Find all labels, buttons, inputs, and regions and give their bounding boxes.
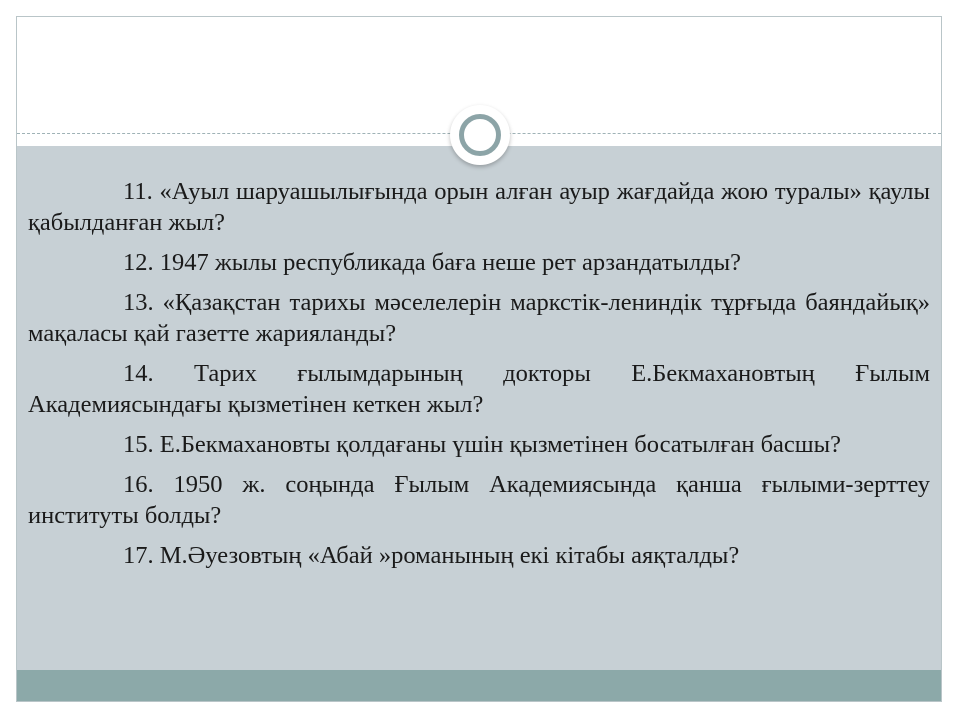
- question-item: 17. М.Әуезовтың «Абай »романының екі кітабы аяқталды?: [123, 542, 740, 569]
- question-item: 15. Е.Бекмахановты қолдағаны үшін қызметінен босатылған басшы?: [123, 431, 842, 458]
- question-list: [28, 176, 930, 580]
- question-item: 16. 1950 ж. соңында Ғылым Академиясында қанша ғылыми-зерттеу институты болды?: [28, 471, 930, 529]
- circle-ring-icon: [450, 105, 510, 165]
- question-item: 11. «Ауыл шаруашылығында орын алған ауыр жағдайда жою туралы» қаулы қабылданған жыл?: [28, 178, 930, 236]
- question-item: 12. 1947 жылы республикада баға неше рет арзандатылды?: [123, 249, 741, 276]
- ring-inner: [459, 114, 501, 156]
- question-item: 13. «Қазақстан тарихы мәселелерін маркстік-лениндік тұрғыда баяндайық» мақаласы қай газетте жарияланды?: [28, 289, 930, 347]
- question-item: 14. Тарих ғылымдарының докторы Е.Бекмахановтың Ғылым Академиясындағы қызметінен кеткен жыл?: [28, 360, 930, 418]
